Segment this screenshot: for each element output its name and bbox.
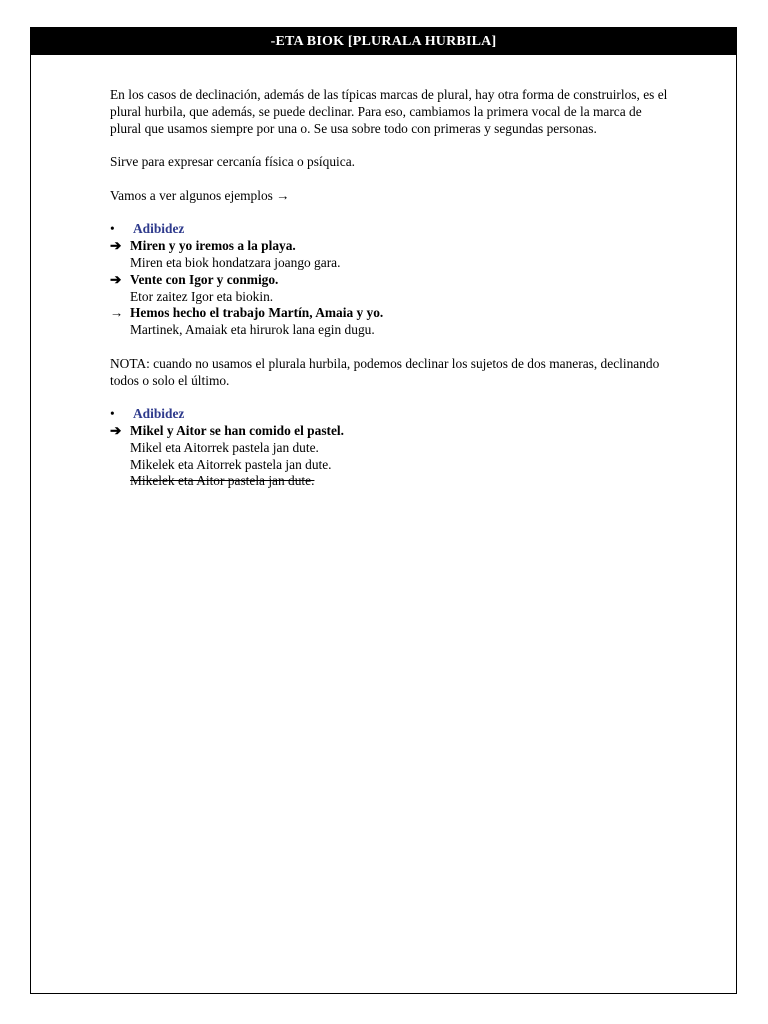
spanish-sentence: Vente con Igor y conmigo.	[130, 271, 279, 287]
document-title: -ETA BIOK [PLURALA HURBILA]	[31, 28, 736, 55]
document-page	[30, 27, 737, 994]
example-sentence	[110, 423, 670, 440]
spanish-sentence: Miren y yo iremos a la playa.	[130, 238, 296, 254]
examples-intro-paragraph: Vamos a ver algunos ejemplos →	[110, 187, 290, 203]
basque-translation: Mikel eta Aitorrek pastela jan dute.	[130, 439, 319, 455]
intro-paragraph: En los casos de declinación, además de las típicas marcas de plural, hay otra forma de construirlos, es el plural hurbila, que además, se puede declinar. Para eso, cambiamos la primera vocal de la marca de plural que usamos siempre por una o. Se usa sobre todo con primeras y segundas personas.	[110, 87, 668, 136]
basque-translation: Etor zaitez Igor eta biokin.	[130, 288, 274, 304]
spanish-sentence: Hemos hecho el trabajo Martín, Amaia y yo.	[130, 305, 384, 321]
example-sentence	[110, 238, 670, 255]
purpose-paragraph: Sirve para expresar cercanía física o psíquica.	[110, 154, 356, 170]
bullet-icon: •	[110, 221, 115, 237]
example-sentence	[110, 272, 670, 289]
bullet-icon: •	[110, 406, 115, 422]
document-body	[110, 87, 670, 490]
arrow-right-icon: ➔	[110, 238, 122, 254]
example-sentence	[110, 305, 670, 322]
example-list-header	[110, 406, 670, 423]
arrow-right-icon: ➔	[110, 271, 122, 287]
spanish-sentence: Mikel y Aitor se han comido el pastel.	[130, 422, 344, 438]
basque-translation: Miren eta biok hondatzara joango gara.	[130, 254, 341, 270]
example-list-header	[110, 221, 670, 238]
note-paragraph: NOTA: cuando no usamos el plurala hurbila, podemos declinar los sujetos de dos maneras, declinando todos o solo el último.	[110, 355, 660, 388]
examples-label: Adibidez	[133, 221, 185, 237]
basque-translation: Martinek, Amaiak eta hirurok lana egin dugu.	[130, 322, 375, 338]
arrow-right-icon: →	[110, 305, 124, 321]
incorrect-translation: Mikelek eta Aitor pastela jan dute.	[130, 473, 315, 489]
examples-label: Adibidez	[133, 406, 185, 422]
basque-translation: Mikelek eta Aitorrek pastela jan dute.	[130, 456, 332, 472]
arrow-right-icon: ➔	[110, 422, 122, 438]
